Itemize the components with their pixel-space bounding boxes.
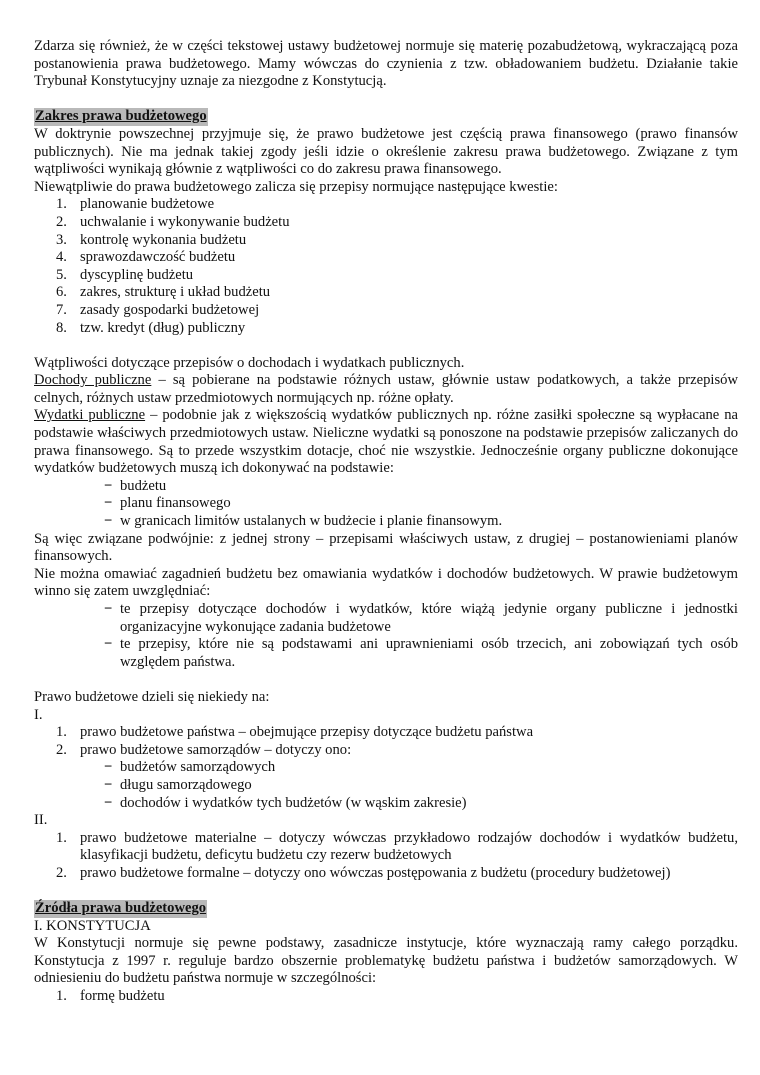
intro-paragraph: Zdarza się również, że w części tekstowej ustawy budżetowej normuje się materię pozabudżetową, wykraczającą poza postanowienia prawa budżetowego. Mamy wówczas do czynienia z tzw. obładowaniem budżetu. Działanie takie Trybunał Konstytucyjny uznaje za niezgodne z Konstytucją.	[34, 38, 738, 90]
list-item: 2. prawo budżetowe formalne – dotyczy ono wówczas postępowania z budżetu (procedury budżetowej)	[56, 864, 671, 881]
list-item: 1. formę budżetu	[56, 988, 165, 1005]
dash-list	[34, 759, 738, 812]
term-dochody: Dochody publiczne	[34, 372, 152, 389]
list-item: 2. prawo budżetowe samorządów – dotyczy ono:	[56, 741, 352, 758]
list-item: − budżetów samorządowych	[104, 759, 276, 776]
list-item: − te przepisy dotyczące dochodów i wydatków, które wiążą jedynie organy publiczne i jednostki organizacyjne wykonujące zadania budżetowe	[104, 601, 738, 635]
list-item: − długu samorządowego	[104, 776, 252, 793]
numbered-list	[34, 724, 738, 759]
list-item: 6. zakres, strukturę i układ budżetu	[56, 284, 271, 301]
paragraph-wydatki: Wydatki publiczne – podobnie jak z większością wydatków publicznych np. różne zasiłki społeczne są wypłacane na podstawie właściwych przedmiotowych ustaw. Nieliczne wydatki są ponoszone na podstawie przepisów zaliczanych do prawa finansowego. Są to przede wszystkim dotacje, choć nie wszystkie. Jednocześnie organy publiczne dokonujące wydatków budżetowych muszą ich dokonywać na podstawie:	[34, 407, 738, 477]
section-heading: Zakres prawa budżetowego	[35, 108, 207, 125]
list-item: 8. tzw. kredyt (dług) publiczny	[56, 319, 246, 336]
numbered-list	[34, 196, 738, 337]
list-item: − budżetu	[104, 477, 167, 494]
list-item: 7. zasady gospodarki budżetowej	[56, 301, 260, 318]
paragraph-dochody: Dochody publiczne – są pobierane na podstawie różnych ustaw, głównie ustaw podatkowych, a także przepisów celnych, różnych ustaw przedmiotowych normujących np. różne opłaty.	[34, 372, 738, 406]
paragraph: W Konstytucji normuje się pewne podstawy, zasadnicze instytucje, które wyznaczają ramy całego porządku. Konstytucja z 1997 r. reguluje bardzo obszernie problematykę budżetu państwa i budżetów samorządowych. W odniesieniu do budżetu państwa normuje w szczególności:	[34, 935, 738, 987]
list-item: 4. sprawozdawczość budżetu	[56, 249, 236, 266]
list-item: − w granicach limitów ustalanych w budżecie i planie finansowym.	[104, 513, 503, 530]
numbered-list	[34, 830, 738, 883]
paragraph: Nie można omawiać zagadnień budżetu bez omawiania wydatków i dochodów budżetowych. W prawie budżetowym winno się zatem uwzględniać:	[34, 565, 738, 600]
list-item: − te przepisy, które nie są podstawami ani uprawnieniami osób trzecich, ani zobowiązań tych osób względem państwa.	[104, 636, 738, 670]
list-item: 3. kontrolę wykonania budżetu	[56, 231, 247, 248]
list-item: − planu finansowego	[104, 495, 231, 512]
list-item: − dochodów i wydatków tych budżetów (w wąskim zakresie)	[104, 794, 467, 811]
subheading: I. KONSTYTUCJA	[34, 917, 151, 934]
document-page	[34, 38, 738, 1006]
paragraph: Prawo budżetowe dzieli się niekiedy na:	[34, 688, 270, 705]
paragraph: Wątpliwości dotyczące przepisów o dochodach i wydatkach publicznych.	[34, 354, 465, 371]
paragraph: W doktrynie powszechnej przyjmuje się, że prawo budżetowe jest częścią prawa finansowego (prawo finansów publicznych). Nie ma jednak takiej zgody jeśli idzie o określenie zakresu prawa budżetowego. Związane z tym wątpliwości wynikają głównie z wątpliwości co do zakresu prawa finansowego.	[34, 125, 738, 178]
paragraph: Niewątpliwie do prawa budżetowego zalicza się przepisy normujące następujące kwestie:	[34, 178, 558, 195]
list-item: 1. prawo budżetowe państwa – obejmujące przepisy dotyczące budżetu państwa	[56, 724, 534, 741]
section-heading: Źródła prawa budżetowego	[35, 900, 207, 917]
list-item: 5. dyscyplinę budżetu	[56, 266, 194, 283]
section-scope	[34, 108, 738, 882]
paragraph: Są więc związane podwójnie: z jednej strony – przepisami właściwych ustaw, z drugiej – postanowieniami planów finansowych.	[34, 530, 738, 565]
list-item: 2. uchwalanie i wykonywanie budżetu	[56, 213, 290, 230]
roman-numeral: I.	[34, 706, 43, 723]
dash-list	[34, 601, 738, 671]
section-sources	[34, 900, 738, 1006]
numbered-list	[34, 988, 738, 1006]
list-item: 1. planowanie budżetowe	[56, 196, 215, 213]
list-item: 1. prawo budżetowe materialne – dotyczy wówczas przykładowo rodzajów dochodów i wydatków budżetu, klasyfikacji budżetu, deficytu budżetu czy rezerw budżetowych	[56, 829, 738, 864]
term-wydatki: Wydatki publiczne	[34, 407, 146, 424]
roman-numeral: II.	[34, 812, 48, 829]
dash-list	[34, 478, 738, 531]
